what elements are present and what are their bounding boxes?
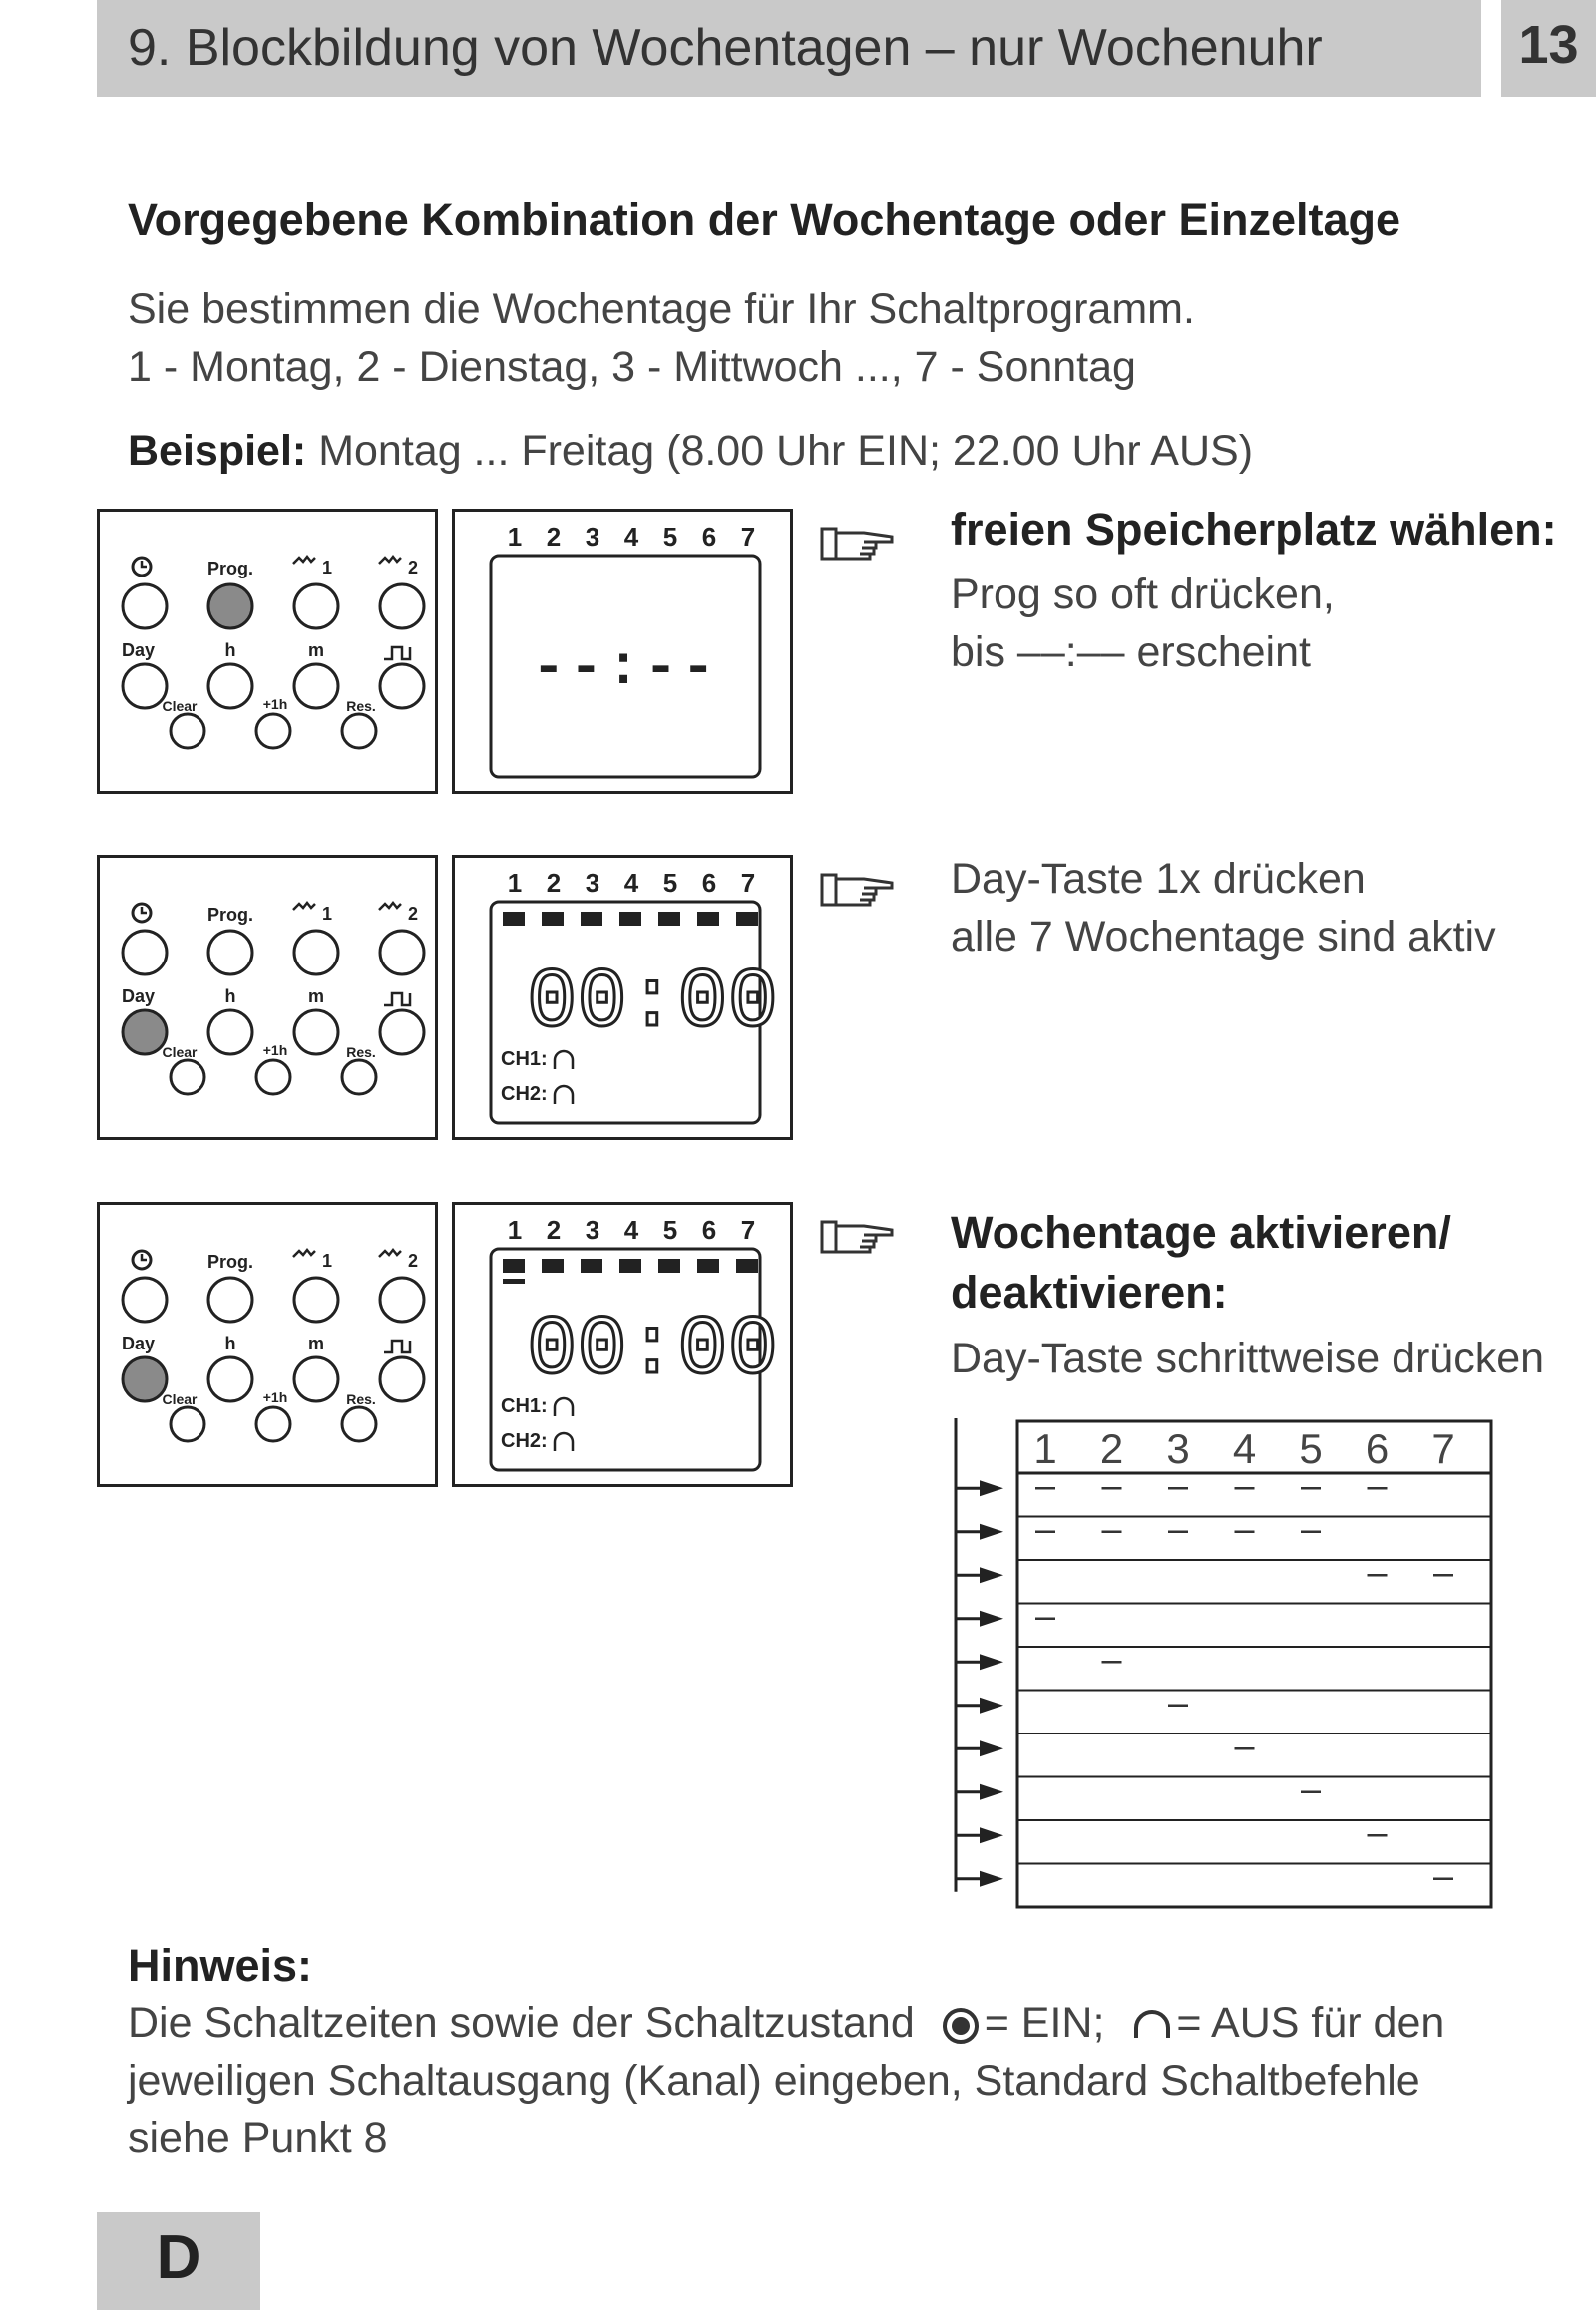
keypad-panel: [97, 509, 438, 794]
arrow-icon: [956, 1784, 1003, 1800]
step3-line1: Day-Taste schrittweise drücken: [951, 1335, 1545, 1382]
ch2-status-label: CH2:: [501, 1083, 548, 1105]
m-button: [294, 664, 338, 708]
arrow-icon: [956, 1567, 1003, 1583]
day-number: 6: [701, 1215, 717, 1245]
ch2-status-label: CH2:: [501, 1430, 548, 1452]
keypad-panel: [97, 855, 438, 1140]
day-indicator: [619, 912, 641, 926]
plus1h-label: +1h: [262, 1389, 288, 1405]
ch2-button: [380, 931, 424, 974]
prog-button: [208, 584, 252, 628]
arrow-icon: [956, 1827, 1003, 1843]
lcd-time: 00:00: [526, 957, 779, 1051]
ch1-label: 1: [322, 1251, 333, 1271]
h-button: [208, 1357, 252, 1401]
day-indicator: [736, 1259, 758, 1273]
arrow-icon: [956, 1524, 1003, 1540]
day-indicator: [581, 912, 602, 926]
day-button: [123, 1357, 167, 1401]
arrow-icon: [956, 1698, 1003, 1714]
day-number: 2: [546, 522, 562, 552]
day-number: 1: [507, 868, 523, 898]
mode-button: [123, 1278, 167, 1322]
h-button: [208, 664, 252, 708]
ch1-hand-icon: [293, 557, 315, 564]
ch1-button: [294, 584, 338, 628]
display-panel: [452, 1202, 793, 1487]
lcd-empty-time: --:--: [531, 636, 720, 700]
day-indicator: [542, 912, 564, 926]
day-indicator: [658, 912, 680, 926]
day-label: Day: [122, 640, 156, 660]
day-number: 6: [701, 522, 717, 552]
ch2-button: [380, 584, 424, 628]
pulse-button: [380, 1357, 424, 1401]
day-number: 7: [740, 868, 756, 898]
page-title: 9. Blockbildung von Wochentagen – nur Wochenuhr: [128, 19, 1323, 77]
res-label: Res.: [346, 1391, 376, 1407]
h-label: h: [224, 640, 236, 660]
plus1h-label: +1h: [262, 696, 288, 712]
plus1h-button: [256, 1060, 290, 1094]
pulse-icon: [384, 1341, 410, 1352]
arrow-icon: [956, 1480, 1003, 1496]
day-number: 5: [662, 522, 678, 552]
day-number: 3: [585, 522, 600, 552]
day-indicator: [736, 912, 758, 926]
day-number: 4: [623, 522, 639, 552]
step1-title: freien Speicherplatz wählen:: [951, 504, 1557, 555]
prog-button: [208, 931, 252, 974]
ch2-button: [380, 1278, 424, 1322]
day-number: 3: [585, 1215, 600, 1245]
day-number: 3: [585, 868, 600, 898]
ch2-label: 2: [408, 904, 419, 924]
plus1h-label: +1h: [262, 1042, 288, 1058]
res-button: [342, 1060, 376, 1094]
day-indicator: [697, 1259, 719, 1273]
pointing-hand-icon: [818, 865, 898, 915]
arrow-icon: [956, 1871, 1003, 1887]
day-number: 1: [507, 522, 523, 552]
m-label: m: [307, 986, 325, 1006]
day-number: 4: [623, 868, 639, 898]
table-header-day: 5: [1299, 1425, 1323, 1472]
step1-line1: Prog so oft drücken,: [951, 571, 1335, 618]
intro-line-2: 1 - Montag, 2 - Dienstag, 3 - Mittwoch ..., 7 - Sonntag: [128, 343, 1136, 391]
day-indicator: [503, 1259, 525, 1273]
day-number: 5: [662, 868, 678, 898]
m-button: [294, 1357, 338, 1401]
on-symbol-icon: [941, 2004, 985, 2048]
pointing-hand-icon: [818, 1212, 898, 1262]
day-cursor: [503, 1279, 525, 1284]
day-number: 2: [546, 1215, 562, 1245]
mode-button: [123, 931, 167, 974]
ch1-label: 1: [322, 558, 333, 578]
arrow-icon: [956, 1654, 1003, 1670]
note-on-text: = EIN;: [984, 1999, 1105, 2047]
m-button: [294, 1010, 338, 1054]
display-panel: [452, 509, 793, 794]
day-number: 4: [623, 1215, 639, 1245]
table-header-day: 6: [1365, 1425, 1390, 1472]
day-combination-table: [948, 1416, 1496, 1930]
ch1-button: [294, 931, 338, 974]
note-line-2: jeweiligen Schaltausgang (Kanal) eingeben, Standard Schaltbefehle: [128, 2057, 1420, 2105]
clock-icon: [133, 558, 151, 576]
prog-label: Prog.: [206, 559, 254, 578]
step2-line2: alle 7 Wochentage sind aktiv: [951, 913, 1496, 961]
example-line: [128, 427, 1253, 476]
h-label: h: [224, 1334, 236, 1353]
day-number: 1: [507, 1215, 523, 1245]
section-title: Vorgegebene Kombination der Wochentage oder Einzeltage: [128, 194, 1401, 245]
language-label: D: [156, 2223, 201, 2292]
note-text-a: Die Schaltzeiten sowie der Schaltzustand: [128, 1999, 915, 2047]
day-button: [123, 1010, 167, 1054]
day-number: 6: [701, 868, 717, 898]
day-number: 5: [662, 1215, 678, 1245]
ch1-button: [294, 1278, 338, 1322]
res-button: [342, 714, 376, 748]
res-label: Res.: [346, 698, 376, 714]
day-number: 7: [740, 522, 756, 552]
ch2-hand-icon: [379, 557, 401, 564]
step2-line1: Day-Taste 1x drücken: [951, 855, 1366, 903]
clear-button: [171, 714, 204, 748]
day-label: Day: [122, 1334, 156, 1353]
day-number: 2: [546, 868, 562, 898]
table-header-day: 2: [1099, 1425, 1124, 1472]
ch2-hand-icon: [379, 903, 401, 910]
off-symbol-icon: [1128, 2004, 1176, 2048]
clear-button: [171, 1060, 204, 1094]
table-header-day: 4: [1232, 1425, 1257, 1472]
pulse-icon: [384, 647, 410, 659]
step3-title-1: Wochentage aktivieren/: [951, 1207, 1451, 1258]
note-line-3: siehe Punkt 8: [128, 2115, 388, 2162]
note-label: Hinweis:: [128, 1940, 313, 1991]
m-label: m: [307, 1334, 325, 1353]
ch2-hand-icon: [379, 1250, 401, 1257]
ch1-status-label: CH1:: [501, 1048, 548, 1070]
pointing-hand-icon: [818, 519, 898, 569]
prog-label: Prog.: [206, 1252, 254, 1272]
day-indicator: [542, 1259, 564, 1273]
ch1-hand-icon: [293, 903, 315, 910]
ch2-label: 2: [408, 1251, 419, 1271]
display-panel: [452, 855, 793, 1140]
table-header-day: 3: [1166, 1425, 1190, 1472]
day-number: 7: [740, 1215, 756, 1245]
clear-label: Clear: [162, 698, 198, 714]
day-indicator: [503, 912, 525, 926]
plus1h-button: [256, 1407, 290, 1441]
clock-icon: [133, 904, 151, 922]
lcd-time: 00:00: [526, 1304, 779, 1398]
ch1-status-label: CH1:: [501, 1395, 548, 1417]
example-text: Montag ... Freitag (8.00 Uhr EIN; 22.00 Uhr AUS): [318, 427, 1254, 475]
intro-line-1: Sie bestimmen die Wochentage für Ihr Schaltprogramm.: [128, 285, 1195, 333]
prog-button: [208, 1278, 252, 1322]
arrow-icon: [956, 1611, 1003, 1627]
day-button: [123, 664, 167, 708]
note-off-text: = AUS für den: [1176, 1999, 1445, 2047]
pulse-icon: [384, 993, 410, 1005]
day-indicator: [697, 912, 719, 926]
h-button: [208, 1010, 252, 1054]
day-indicator: [619, 1259, 641, 1273]
pulse-button: [380, 664, 424, 708]
example-label: Beispiel:: [128, 427, 307, 475]
ch2-label: 2: [408, 558, 419, 578]
day-label: Day: [122, 986, 156, 1006]
h-label: h: [224, 986, 236, 1006]
clock-icon: [133, 1251, 151, 1269]
clear-label: Clear: [162, 1044, 198, 1060]
arrow-icon: [956, 1740, 1003, 1756]
day-indicator: [581, 1259, 602, 1273]
page-number: 13: [1518, 15, 1579, 75]
mode-button: [123, 584, 167, 628]
note-line-1: [128, 1999, 1444, 2048]
m-label: m: [307, 640, 325, 660]
ch1-hand-icon: [293, 1250, 315, 1257]
plus1h-button: [256, 714, 290, 748]
pulse-button: [380, 1010, 424, 1054]
table-header-day: 7: [1431, 1425, 1455, 1472]
keypad-panel: [97, 1202, 438, 1487]
clear-button: [171, 1407, 204, 1441]
res-label: Res.: [346, 1044, 376, 1060]
res-button: [342, 1407, 376, 1441]
step3-title-2: deaktivieren:: [951, 1267, 1228, 1318]
table-header-day: 1: [1033, 1425, 1057, 1472]
step1-line2: bis ––:–– erscheint: [951, 628, 1311, 676]
day-indicator: [658, 1259, 680, 1273]
ch1-label: 1: [322, 904, 333, 924]
clear-label: Clear: [162, 1391, 198, 1407]
prog-label: Prog.: [206, 905, 254, 925]
